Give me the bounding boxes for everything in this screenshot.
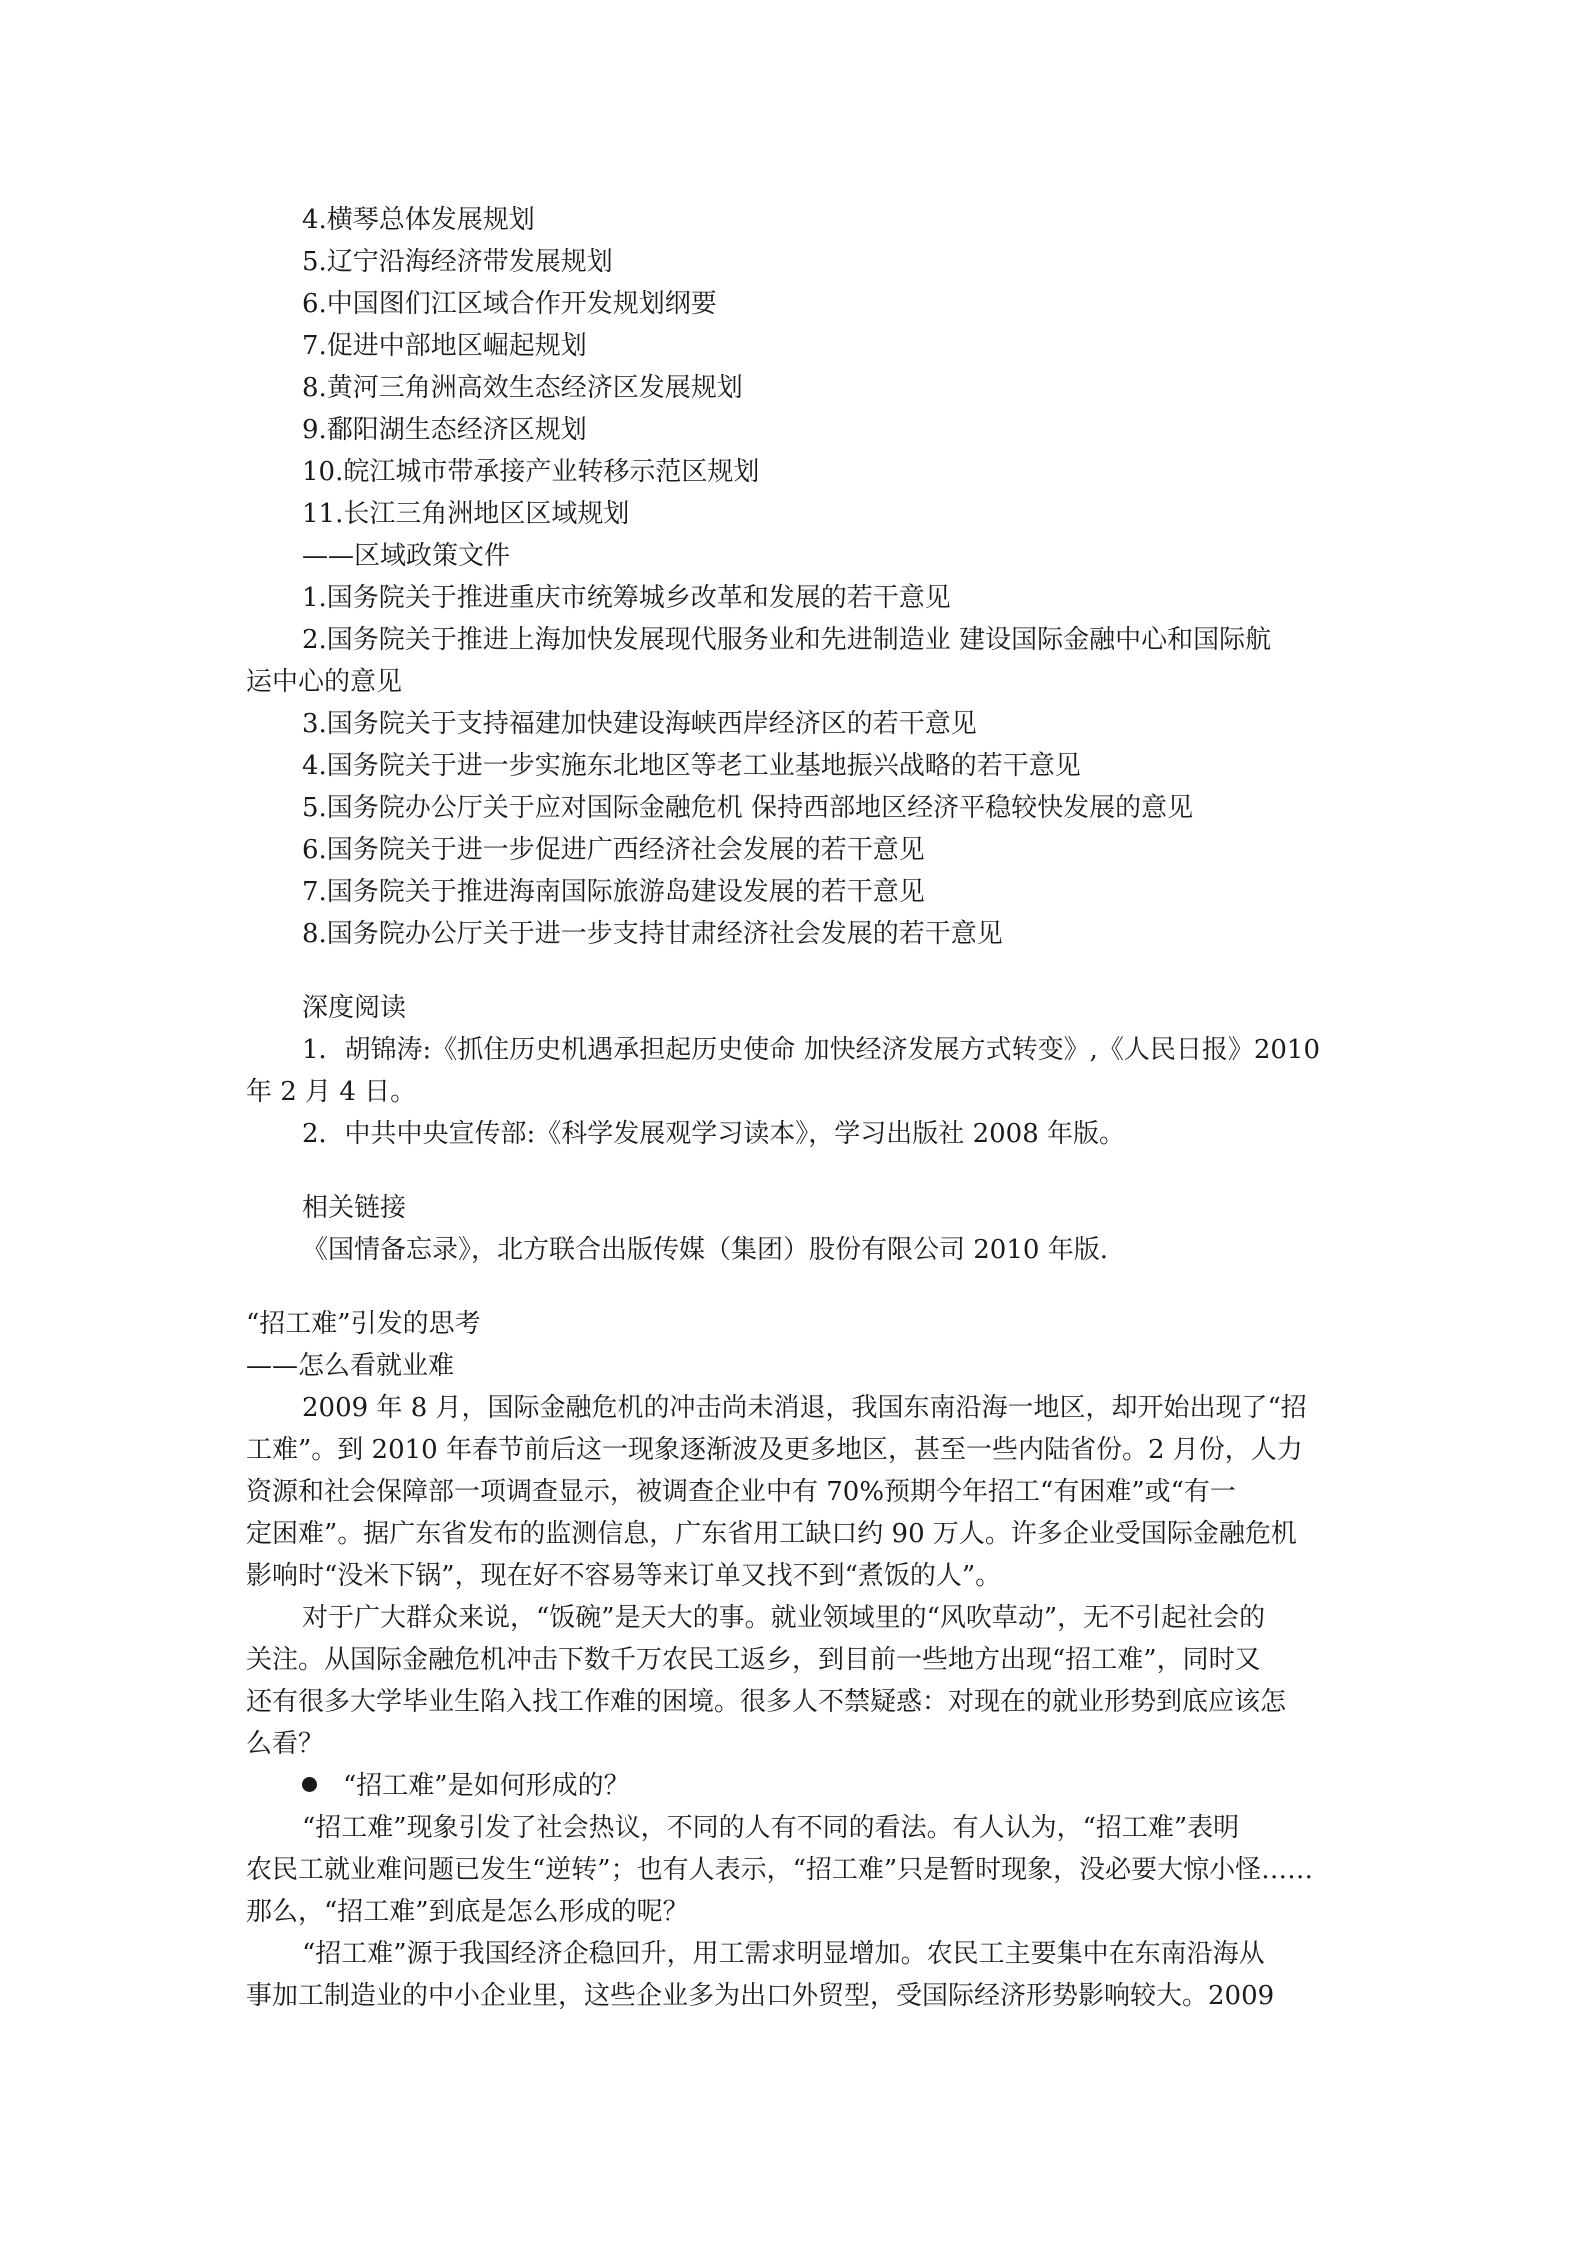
policy-item: 3.国务院关于支持福建加快建设海峡西岸经济区的若干意见 [302,709,977,739]
plan-item: 8.黄河三角洲高效生态经济区发展规划 [302,373,743,403]
policy-item: 7.国务院关于推进海南国际旅游岛建设发展的若干意见 [302,877,925,907]
plan-item: 9.鄱阳湖生态经济区规划 [302,415,587,445]
paragraph-line: 资源和社会保障部一项调查显示，被调查企业中有 70%预期今年招工“有困难”或“有一 [246,1477,1236,1507]
policy-item: 1.国务院关于推进重庆市统筹城乡改革和发展的若干意见 [302,583,951,613]
paragraph-line: 关注。从国际金融危机冲击下数千万农民工返乡，到目前一些地方出现“招工难”，同时又 [246,1645,1261,1675]
related-links-heading: 相关链接 [302,1193,407,1223]
related-links-item: 《国情备忘录》，北方联合出版传媒（集团）股份有限公司 2010 年版. [302,1235,1108,1265]
deep-reading-item-continuation: 年 2 月 4 日。 [246,1077,417,1107]
paragraph-line: 事加工制造业的中小企业里，这些企业多为出口外贸型，受国际经济形势影响较大。2009 [246,1981,1275,2011]
policy-item: 4.国务院关于进一步实施东北地区等老工业基地振兴战略的若干意见 [302,751,1081,781]
paragraph-line: “招工难”源于我国经济企稳回升，用工需求明显增加。农民工主要集中在东南沿海从 [302,1939,1265,1969]
paragraph-line: 那么，“招工难”到底是怎么形成的呢？ [246,1897,689,1927]
paragraph-line: 么看？ [246,1729,325,1759]
deep-reading-item: 1．胡锦涛:《抓住历史机遇承担起历史使命 加快经济发展方式转变》,《人民日报》2010 [302,1035,1321,1065]
paragraph-line: 对于广大群众来说，“饭碗”是天大的事。就业领域里的“风吹草动”，无不引起社会的 [302,1603,1266,1633]
article-subtitle: ——怎么看就业难 [246,1351,455,1381]
policy-item: 6.国务院关于进一步促进广西经济社会发展的若干意见 [302,835,925,865]
plan-item: 4.横琴总体发展规划 [302,205,535,235]
paragraph-line: 2009 年 8 月，国际金融危机的冲击尚未消退，我国东南沿海一地区，却开始出现了“招 [302,1393,1307,1423]
paragraph-line: 农民工就业难问题已发生“逆转”；也有人表示，“招工难”只是暂时现象，没必要大惊小怪…… [246,1855,1314,1885]
policy-item-continuation: 运中心的意见 [246,667,403,697]
policy-item: 8.国务院办公厅关于进一步支持甘肃经济社会发展的若干意见 [302,919,1003,949]
article-title: “招工难”引发的思考 [246,1309,481,1339]
paragraph-line: 定困难”。据广东省发布的监测信息，广东省用工缺口约 90 万人。许多企业受国际金融危机 [246,1519,1297,1549]
paragraph-line: 工难”。到 2010 年春节前后这一现象逐渐波及更多地区，甚至一些内陆省份。2 月份，人力 [246,1435,1303,1465]
bullet-icon [302,1777,317,1792]
plan-item: 6.中国图们江区域合作开发规划纲要 [302,289,717,319]
policy-item: 5.国务院办公厅关于应对国际金融危机 保持西部地区经济平稳较快发展的意见 [302,793,1194,823]
plan-item: 5.辽宁沿海经济带发展规划 [302,247,613,277]
paragraph-line: 影响时“没米下锅”，现在好不容易等来订单又找不到“煮饭的人”。 [246,1561,1002,1591]
paragraph-line: “招工难”现象引发了社会热议，不同的人有不同的看法。有人认为，“招工难”表明 [302,1813,1240,1843]
plan-item: 10.皖江城市带承接产业转移示范区规划 [302,457,760,487]
paragraph-line: 还有很多大学毕业生陷入找工作难的困境。很多人不禁疑惑：对现在的就业形势到底应该怎 [246,1687,1287,1717]
plan-item: 7.促进中部地区崛起规划 [302,331,587,361]
deep-reading-item: 2．中共中央宣传部:《科学发展观学习读本》，学习出版社 2008 年版。 [302,1119,1125,1149]
question-text: “招工难”是如何形成的？ [343,1771,630,1801]
deep-reading-heading: 深度阅读 [302,993,407,1023]
policy-item: 2.国务院关于推进上海加快发展现代服务业和先进制造业 建设国际金融中心和国际航 [302,625,1272,655]
policy-heading: ——区域政策文件 [302,541,511,571]
plan-item: 11.长江三角洲地区区域规划 [302,499,630,529]
section-question [302,1770,630,1802]
